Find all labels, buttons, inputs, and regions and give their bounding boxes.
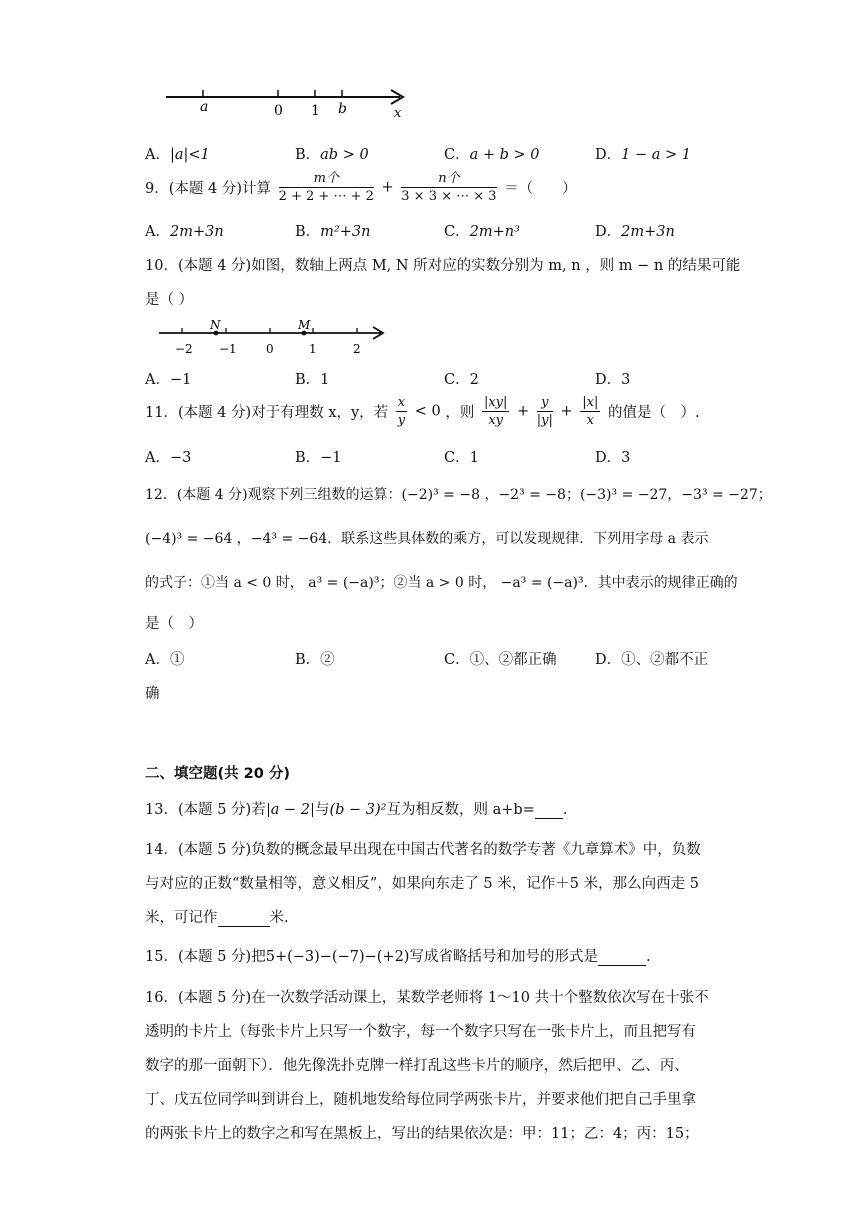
q12-option-d[interactable] (595, 648, 708, 669)
q9-option-b[interactable] (295, 220, 370, 241)
q13-mid: 与 (314, 802, 330, 818)
tick-label-minus-2: −2 (175, 342, 193, 356)
q11-cond-rel: < 0 (414, 403, 441, 420)
tick-label-minus-1: −1 (219, 342, 237, 356)
q11-option-d[interactable] (595, 446, 630, 467)
q14-line-3a: 米，可记作 (145, 910, 218, 926)
q10-option-a[interactable] (145, 368, 191, 389)
q15-expression: 5+(−3)−(−7)−(+2) (265, 949, 410, 965)
q14-line-2: 与对应的正数“数量相等，意义相反”，如果向东走了 5 米，记作＋5 米，那么向西走 5 (145, 876, 699, 892)
option-letter: D． (595, 147, 622, 163)
question-9 (145, 170, 577, 205)
option-text: 1 (320, 372, 330, 388)
label-x: x (394, 106, 402, 120)
tick-label-0: 0 (266, 342, 274, 356)
q16-line-1: 16．(本题 5 分)在一次数学活动课上，某数学老师将 1～10 共十个整数依次写在十张不 (145, 990, 709, 1006)
q11-option-c[interactable] (444, 446, 479, 467)
option-letter: C． (444, 652, 470, 668)
q16-line-4: 丁、戊五位同学叫到讲台上，随机地发给每位同学两张卡片，并要求他们把自己手里拿 (145, 1092, 696, 1108)
q13-suffix: 互为相反数，则 a+b= (386, 802, 535, 818)
option-text: ② (320, 652, 335, 668)
option-letter: B． (295, 450, 321, 466)
q14-answer-blank[interactable] (218, 910, 270, 927)
label-a: a (200, 99, 209, 115)
q11-fraction-3 (580, 394, 600, 429)
q11-plus-1: + (517, 403, 530, 420)
q9-prefix: 9．(本题 4 分)计算 (145, 181, 271, 197)
q10-option-c[interactable] (444, 368, 479, 389)
option-letter: C． (444, 147, 470, 163)
q11-option-b[interactable] (295, 446, 342, 467)
q11-f1-den: xy (488, 413, 504, 428)
q16-line-2: 透明的卡片上（每张卡片上只写一个数字，每一个数字只写在一张卡片上，而且把写有 (145, 1024, 696, 1040)
number-line-q8 (160, 84, 420, 120)
option-letter: C． (444, 372, 470, 388)
q13-expr-2: (b − 3)² (329, 802, 387, 818)
option-text: 2m+3n (169, 224, 224, 240)
q9-fraction-1 (279, 170, 374, 205)
q12-option-a[interactable] (145, 648, 184, 669)
option-letter: D． (595, 224, 622, 240)
option-letter: B． (295, 147, 321, 163)
option-letter: A． (145, 224, 170, 240)
option-letter: A． (145, 450, 170, 466)
q16-line-3: 数字的那一面朝下）．他先像洗扑克牌一样打乱这些卡片的顺序，然后把甲、乙、丙、 (145, 1058, 689, 1074)
option-letter: A． (145, 652, 170, 668)
option-text: 2 (469, 372, 479, 388)
q10-line-2: 是（ ） (145, 292, 194, 308)
q12-line-1: 12．(本题 4 分)观察下列三组数的运算：(−2)³ = −8 ，−2³ = −8；(−3)³ = −27，−3³ = −27； (145, 487, 772, 503)
option-text: −3 (169, 450, 192, 466)
option-letter: A． (145, 147, 170, 163)
option-text: −1 (320, 450, 342, 466)
q11-then: ，则 (445, 405, 475, 421)
label-0: 0 (274, 103, 283, 119)
option-letter: A． (145, 372, 170, 388)
q12-option-c[interactable] (444, 648, 557, 669)
q12-option-d-continued: 确 (145, 686, 160, 702)
option-text: 2m+3n (621, 224, 675, 240)
option-text: 1 (469, 450, 479, 466)
option-text: ab > 0 (320, 147, 369, 163)
q10-line-1: 10．(本题 4 分)如图，数轴上两点 M, N 所对应的实数分别为 m, n ，则 m − n 的结果可能 (145, 258, 741, 274)
q9-plus: + (381, 179, 394, 196)
q15-end: . (645, 949, 651, 965)
q11-cond-den: y (397, 413, 406, 428)
option-letter: D． (595, 450, 622, 466)
q12-line-2: (−4)³ = −64 ，−4³ = −64．联系这些具体数的乘方，可以发现规律．下列用字母 a 表示 (145, 531, 709, 547)
option-letter: C． (444, 224, 470, 240)
section-title: 二、填空题(共 20 分) (145, 766, 291, 782)
option-letter: B． (295, 372, 321, 388)
q11-cond-num: x (397, 395, 406, 410)
abs-bar-right (312, 803, 313, 817)
q9-fraction-2 (401, 170, 496, 205)
q15-prefix: 15．(本题 5 分)把 (145, 949, 266, 965)
q14-line-3b: 米. (269, 910, 289, 926)
option-text: 2m+n³ (469, 224, 520, 240)
q9-denominator-1: 2 + 2 + ⋯ + 2 (278, 189, 374, 204)
q13-prefix: 13．(本题 5 分)若 (145, 802, 266, 818)
option-text: |a|<1 (169, 147, 210, 163)
option-letter: D． (595, 652, 622, 668)
option-text: 1 − a > 1 (621, 147, 691, 163)
option-letter: B． (295, 224, 321, 240)
q8-option-d[interactable] (595, 143, 691, 164)
option-letter: D． (595, 372, 622, 388)
q15-suffix: 写成省略括号和加号的形式是 (409, 949, 598, 965)
q9-denominator-2: 3 × 3 × ⋯ × 3 (401, 189, 497, 204)
q11-f3-den: x (586, 413, 594, 428)
option-text: a + b > 0 (469, 147, 540, 163)
tick-label-1: 1 (309, 342, 317, 356)
q9-suffix: ＝（ ） (504, 181, 577, 197)
q12-option-b[interactable] (295, 648, 335, 669)
q12-line-4: 是（ ） (145, 616, 203, 632)
q12-line-3: 的式子：①当 a < 0 时， a³ = (−a)³；②当 a > 0 时， −a³ = (−a)³．其中表示的规律正确的 (145, 575, 738, 591)
q13-answer-blank[interactable] (535, 802, 563, 819)
label-n: N (210, 318, 221, 332)
q9-option-d[interactable] (595, 220, 675, 241)
option-letter: C． (444, 450, 470, 466)
question-15 (145, 945, 651, 966)
q11-f1-num: |xy| (483, 395, 508, 410)
option-text: ①、②都不正 (621, 652, 709, 668)
question-11 (145, 394, 700, 429)
q11-f2-den: |y| (536, 413, 553, 428)
q8-option-c[interactable] (444, 143, 540, 164)
q11-fraction-1 (482, 394, 509, 429)
q9-option-a[interactable] (145, 220, 224, 241)
option-text: m²+3n (320, 224, 371, 240)
q11-f2-num: y (537, 394, 553, 412)
q13-end: . (562, 802, 568, 818)
q11-f3-num: |x| (582, 395, 599, 410)
question-13 (145, 798, 567, 819)
q11-condition-fraction (396, 394, 407, 429)
q10-option-b[interactable] (295, 368, 329, 389)
option-letter: B． (295, 652, 321, 668)
q11-plus-2: + (560, 403, 573, 420)
label-b: b (338, 101, 347, 117)
q14-line-3 (145, 906, 289, 927)
option-text: 3 (621, 450, 631, 466)
q8-option-a[interactable] (145, 143, 210, 164)
tick-label-2: 2 (353, 342, 361, 356)
label-m: M (298, 318, 311, 332)
q9-option-c[interactable] (444, 220, 520, 241)
number-line-q10 (155, 316, 395, 360)
q11-suffix: 的值是（ ）. (607, 405, 700, 421)
q10-option-d[interactable] (595, 368, 630, 389)
option-text: −1 (169, 372, 192, 388)
q11-prefix: 11．(本题 4 分)对于有理数 x，y，若 (145, 405, 389, 421)
q15-answer-blank[interactable] (598, 949, 646, 966)
option-text: 3 (621, 372, 631, 388)
q13-expr-1: a − 2 (270, 802, 310, 818)
abs-bar-left (268, 803, 269, 817)
option-text: ①、②都正确 (469, 652, 557, 668)
option-text: ① (169, 652, 185, 668)
q11-fraction-2 (537, 394, 553, 429)
q11-option-a[interactable] (145, 446, 191, 467)
q14-line-1: 14．(本题 5 分)负数的概念最早出现在中国古代著名的数学专著《九章算术》中，负数 (145, 842, 701, 858)
q9-numerator-2: n个 (401, 170, 496, 188)
q9-numerator-1: m个 (279, 170, 374, 188)
label-1: 1 (311, 103, 320, 119)
q16-line-5: 的两张卡片上的数字之和写在黑板上，写出的结果依次是：甲：11；乙：4；丙：15； (145, 1126, 699, 1142)
q8-option-b[interactable] (295, 143, 369, 164)
